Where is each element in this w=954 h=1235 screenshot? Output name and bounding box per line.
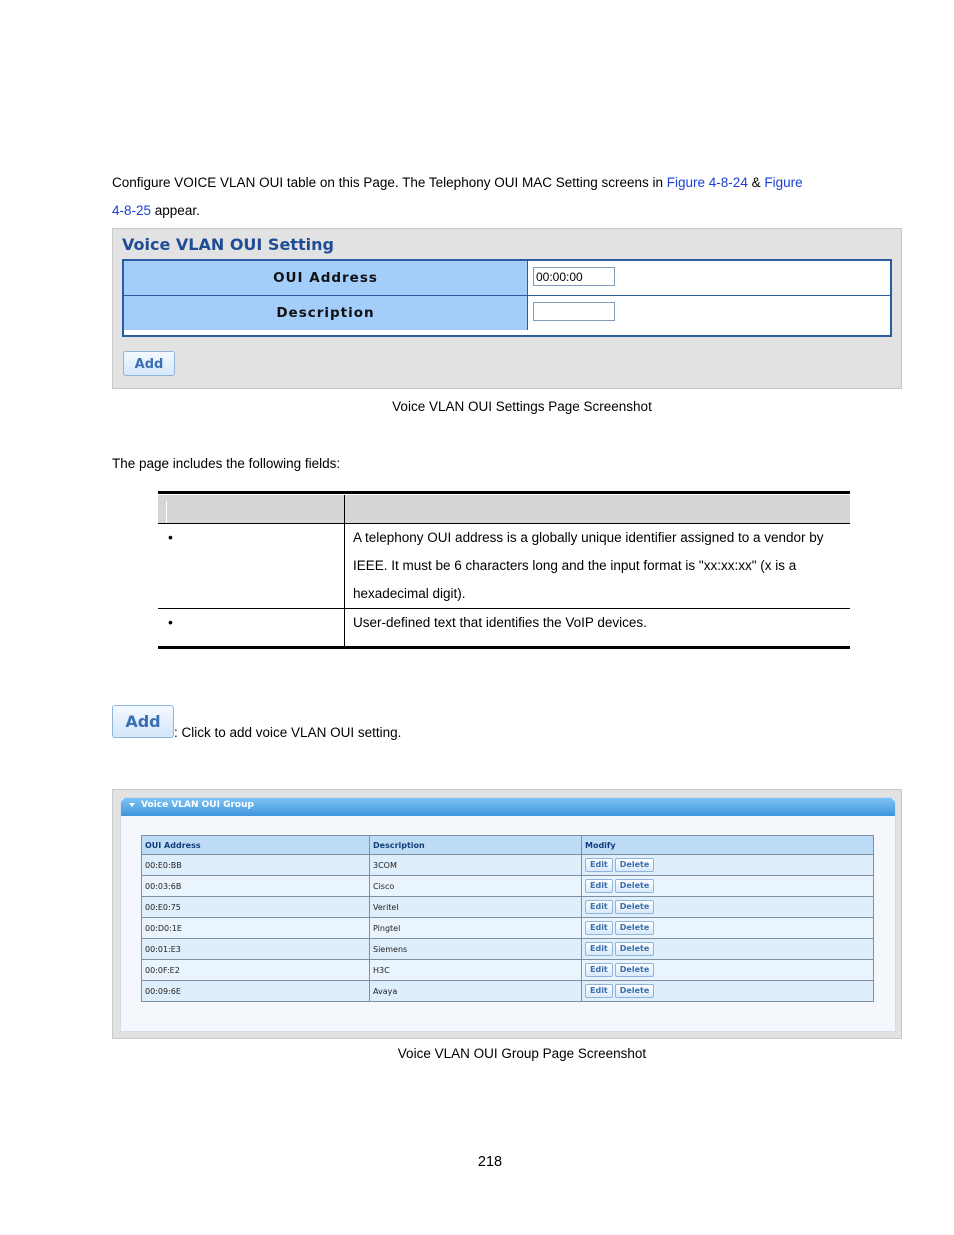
row-1-line-1: A telephony OUI address is a globally unique identifier assigned to a vendor by [353, 530, 824, 545]
oui-address-input[interactable]: 00:00:00 [533, 267, 615, 286]
table-bottom-rule [158, 646, 850, 649]
modify-cell [582, 876, 874, 897]
oui-group-inner [120, 797, 896, 1032]
delete-button[interactable]: Delete [615, 942, 654, 956]
figure-link-2a[interactable]: Figure [764, 175, 803, 190]
oui-address-cell [528, 261, 890, 296]
delete-button[interactable]: Delete [615, 963, 654, 977]
description-cell: Pingtel [370, 918, 582, 939]
fields-intro: The page includes the following fields: [112, 456, 341, 471]
table-row [142, 981, 874, 1002]
description-row [124, 296, 890, 332]
fields-table [158, 491, 850, 650]
oui-address-cell: 00:E0:75 [142, 897, 370, 918]
header-divider [344, 495, 345, 523]
add-button-sample[interactable]: Add [112, 705, 174, 738]
collapse-triangle-icon[interactable] [129, 803, 135, 807]
column-divider [344, 523, 345, 647]
edit-button[interactable]: Edit [585, 858, 613, 872]
table-row [142, 960, 874, 981]
oui-address-cell: 00:D0:1E [142, 918, 370, 939]
description-cell: Cisco [370, 876, 582, 897]
modify-cell [582, 897, 874, 918]
description-label: Description [124, 296, 528, 330]
table-row [142, 918, 874, 939]
oui-group-titlebar[interactable] [121, 798, 895, 816]
add-button-description: : Click to add voice VLAN OUI setting. [174, 725, 402, 740]
description-cell: 3COM [370, 855, 582, 876]
intro-line-2 [112, 203, 200, 218]
header-oui-address: OUI Address [142, 836, 370, 855]
modify-cell [582, 918, 874, 939]
edit-button[interactable]: Edit [585, 942, 613, 956]
description-cell: Veritel [370, 897, 582, 918]
table-row [142, 897, 874, 918]
description-input[interactable] [533, 302, 615, 321]
page-number: 218 [477, 1154, 503, 1170]
row-2-line-1: User-defined text that identifies the VoIP devices. [353, 615, 647, 630]
group-table-header-row [142, 836, 874, 855]
caption-settings: Voice VLAN OUI Settings Page Screenshot [392, 399, 652, 414]
delete-button[interactable]: Delete [615, 858, 654, 872]
oui-address-cell: 00:03:6B [142, 876, 370, 897]
modify-cell [582, 981, 874, 1002]
oui-group-title-wrap [129, 800, 254, 810]
oui-address-cell: 00:09:6E [142, 981, 370, 1002]
intro-text: Configure VOICE VLAN OUI table on this Page. The Telephony OUI MAC Setting screens in [112, 175, 667, 190]
intro-amp: & [747, 175, 765, 190]
oui-group-title: Voice VLAN OUI Group [141, 800, 254, 810]
add-button[interactable]: Add [123, 351, 175, 376]
oui-setting-panel [112, 228, 902, 389]
description-cell: Avaya [370, 981, 582, 1002]
header-description: Description [370, 836, 582, 855]
modify-cell [582, 939, 874, 960]
table-header [158, 495, 850, 524]
oui-group-table [141, 835, 874, 1002]
modify-cell [582, 960, 874, 981]
description-cell: H3C [370, 960, 582, 981]
oui-address-cell: 00:0F:E2 [142, 960, 370, 981]
figure-link-2b[interactable]: 4-8-25 [112, 203, 152, 218]
header-modify: Modify [582, 836, 874, 855]
header-mark [166, 501, 167, 523]
oui-address-cell: 00:01:E3 [142, 939, 370, 960]
description-cell [528, 296, 890, 330]
figure-link-1[interactable]: Figure 4-8-24 [666, 175, 748, 190]
caption-group: Voice VLAN OUI Group Page Screenshot [397, 1046, 647, 1061]
delete-button[interactable]: Delete [615, 879, 654, 893]
delete-button[interactable]: Delete [615, 984, 654, 998]
row-1-line-2: IEEE. It must be 6 characters long and the input format is "xx:xx:xx" (x is a [353, 558, 797, 573]
edit-button[interactable]: Edit [585, 879, 613, 893]
delete-button[interactable]: Delete [615, 900, 654, 914]
oui-address-cell: 00:E0:BB [142, 855, 370, 876]
delete-button[interactable]: Delete [615, 921, 654, 935]
description-cell: Siemens [370, 939, 582, 960]
table-row [142, 876, 874, 897]
edit-button[interactable]: Edit [585, 900, 613, 914]
intro-line-1 [112, 175, 803, 190]
table-top-rule [158, 491, 850, 494]
row-2-bullet: • [168, 614, 173, 630]
row-2-description [353, 609, 845, 637]
row-1-bullet: • [168, 529, 173, 545]
table-row [142, 855, 874, 876]
edit-button[interactable]: Edit [585, 963, 613, 977]
oui-group-panel [112, 789, 902, 1039]
oui-setting-table [122, 259, 892, 337]
row-1-line-3: hexadecimal digit). [353, 586, 466, 601]
table-row [142, 939, 874, 960]
oui-address-row [124, 261, 890, 297]
edit-button[interactable]: Edit [585, 984, 613, 998]
modify-cell [582, 855, 874, 876]
intro-text-2: appear. [151, 203, 200, 218]
edit-button[interactable]: Edit [585, 921, 613, 935]
row-1-description [353, 524, 845, 608]
oui-address-label: OUI Address [124, 261, 528, 296]
oui-setting-title: Voice VLAN OUI Setting [122, 235, 334, 254]
